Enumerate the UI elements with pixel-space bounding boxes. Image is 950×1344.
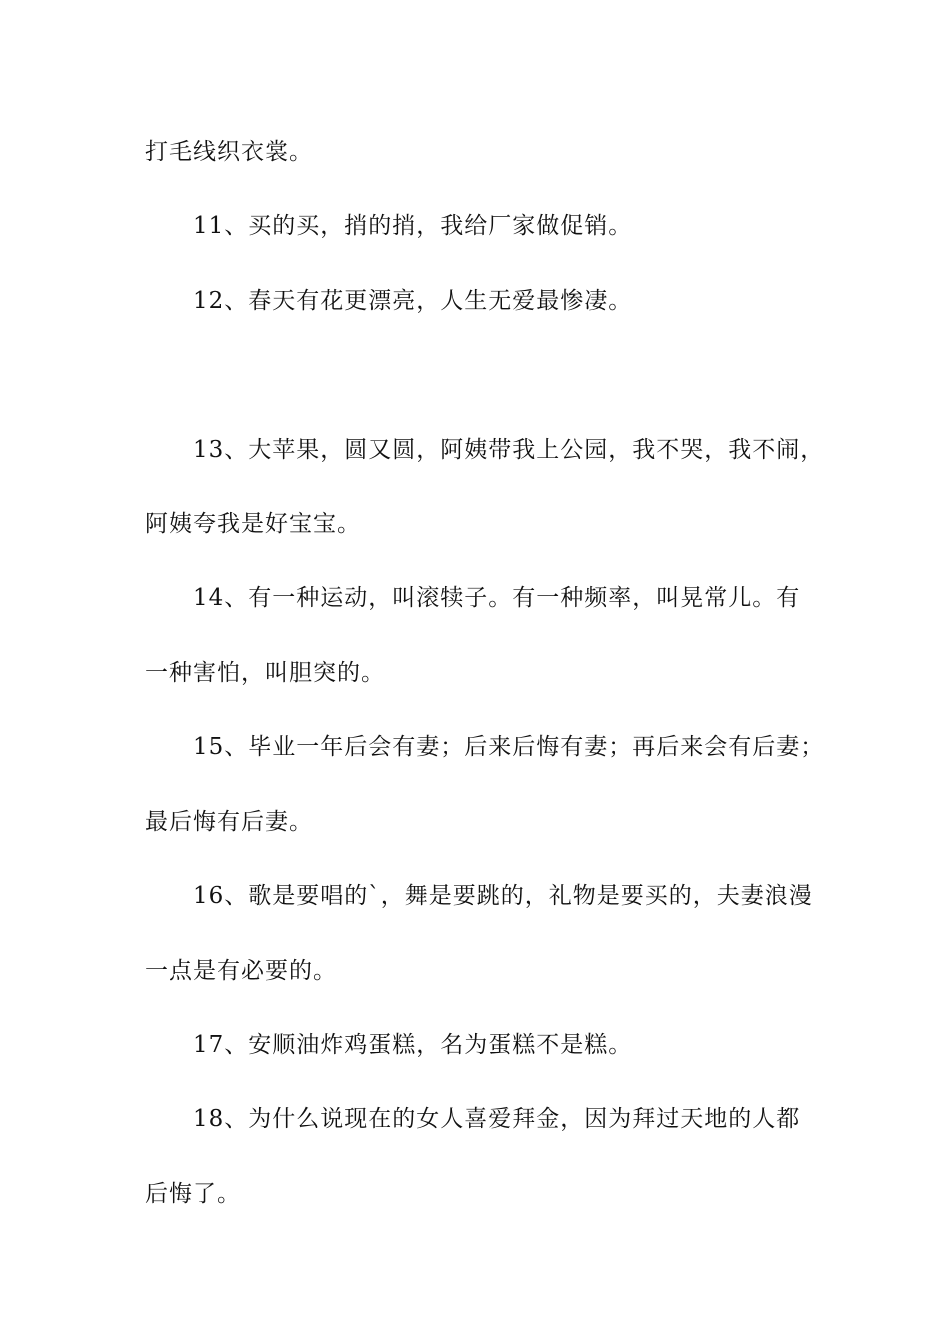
text-line: 18、为什么说现在的女人喜爱拜金，因为拜过天地的人都 (193, 1106, 801, 1132)
text-line: 13、大苹果，圆又圆，阿姨带我上公园，我不哭，我不闹， (193, 437, 825, 463)
text-line: 一点是有必要的。 (145, 958, 337, 984)
text-line: 15、毕业一年后会有妻；后来后悔有妻；再后来会有后妻； (193, 734, 825, 760)
text-line: 最后悔有后妻。 (145, 809, 313, 835)
text-line: 一种害怕，叫胆突的。 (145, 660, 385, 686)
text-line: 打毛线织衣裳。 (145, 139, 313, 165)
text-line: 14、有一种运动，叫滚犊子。有一种频率，叫晃常儿。有 (193, 585, 801, 611)
text-line: 11、买的买，捎的捎，我给厂家做促销。 (193, 213, 633, 239)
text-line: 12、春天有花更漂亮，人生无爱最惨凄。 (193, 288, 633, 314)
text-line: 后悔了。 (145, 1181, 241, 1207)
text-line: 阿姨夸我是好宝宝。 (145, 511, 361, 537)
text-line: 17、安顺油炸鸡蛋糕，名为蛋糕不是糕。 (193, 1032, 633, 1058)
text-line: 16、歌是要唱的`，舞是要跳的，礼物是要买的，夫妻浪漫 (193, 883, 813, 909)
